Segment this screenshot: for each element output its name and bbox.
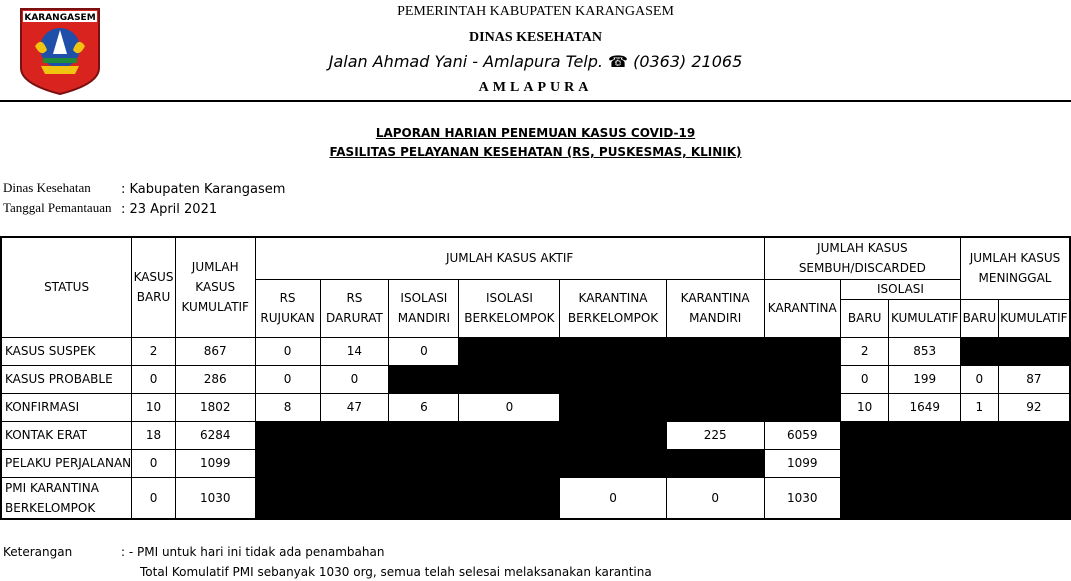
cell-karantina: 1099 (764, 449, 840, 477)
cell-karantina-mandiri: 225 (666, 421, 764, 449)
table-row (1, 449, 1070, 477)
cell-kumulatif: 867 (175, 337, 255, 365)
city-header: AMLAPURA (478, 80, 593, 95)
header-karantina: KARANTINA (764, 279, 840, 337)
cell-blank (764, 337, 840, 365)
cell-blank (666, 449, 764, 477)
cell-kumulatif: 1099 (175, 449, 255, 477)
cell-kumulatif: 1802 (175, 393, 255, 421)
dinas-value: : Kabupaten Karangasem (121, 182, 286, 197)
cell-meninggal-kumulatif: 92 (998, 393, 1070, 421)
cell-baru: 0 (132, 365, 176, 393)
header-sembuh: JUMLAH KASUS SEMBUH/DISCARDED (764, 237, 960, 279)
cell-blank (998, 477, 1070, 519)
header-status: STATUS (1, 237, 132, 337)
cell-rs-rujukan: 0 (255, 337, 320, 365)
table-row (1, 337, 1070, 365)
cell-blank (320, 449, 389, 477)
cell-baru: 2 (132, 337, 176, 365)
cell-blank (389, 421, 459, 449)
cell-blank (961, 449, 999, 477)
row-status: KONFIRMASI (1, 393, 132, 421)
cell-karantina: 6059 (764, 421, 840, 449)
header-kasus-baru: KASUS BARU (132, 237, 176, 337)
cell-blank (764, 365, 840, 393)
header-meninggal-kumulatif: KUMULATIF (998, 299, 1070, 337)
cell-blank (255, 421, 320, 449)
gov-header: PEMERINTAH KABUPATEN KARANGASEM (397, 4, 674, 19)
cell-blank (998, 449, 1070, 477)
cell-rs-darurat: 14 (320, 337, 389, 365)
cell-baru: 0 (132, 449, 176, 477)
cell-blank (889, 421, 961, 449)
cell-blank (998, 337, 1070, 365)
cell-kumulatif: 286 (175, 365, 255, 393)
address-line: Jalan Ahmad Yani - Amlapura Telp. ☎ (0363) 21065 (328, 52, 743, 71)
cell-blank (560, 393, 666, 421)
cell-isolasi-berkelompok: 0 (459, 393, 560, 421)
cell-meninggal-baru: 0 (961, 365, 999, 393)
cell-blank (961, 477, 999, 519)
cell-blank (666, 365, 764, 393)
cell-blank (389, 365, 459, 393)
cell-sembuh-kumulatif: 1649 (889, 393, 961, 421)
report-subtitle: FASILITAS PELAYANAN KESEHATAN (RS, PUSKESMAS, KLINIK) (329, 145, 742, 159)
header-karantina-berkelompok: KARANTINA BERKELOMPOK (560, 279, 666, 337)
cell-isolasi-mandiri: 0 (389, 337, 459, 365)
cell-blank (961, 421, 999, 449)
header-isolasi-mandiri: ISOLASI MANDIRI (389, 279, 459, 337)
cell-blank (764, 393, 840, 421)
cell-karantina-berkelompok: 0 (560, 477, 666, 519)
header-jumlah-kumulatif: JUMLAH KASUS KUMULATIF (175, 237, 255, 337)
table-row (1, 393, 1070, 421)
cell-blank (560, 449, 666, 477)
header-sembuh-baru: BARU (840, 299, 888, 337)
row-status: KASUS PROBABLE (1, 365, 132, 393)
table-row (1, 365, 1070, 393)
cell-sembuh-kumulatif: 199 (889, 365, 961, 393)
notes-line-1: : - PMI untuk hari ini tidak ada penambahan (121, 545, 385, 559)
cell-blank (389, 477, 459, 519)
cell-blank (560, 337, 666, 365)
cell-blank (459, 477, 560, 519)
table-row (1, 477, 1070, 519)
cell-sembuh-baru: 10 (840, 393, 888, 421)
cell-rs-rujukan: 8 (255, 393, 320, 421)
cell-meninggal-kumulatif: 87 (998, 365, 1070, 393)
header-meninggal-baru: BARU (961, 299, 999, 337)
cell-blank (459, 365, 560, 393)
cell-blank (840, 477, 888, 519)
cell-blank (666, 337, 764, 365)
cell-rs-darurat: 0 (320, 365, 389, 393)
tanggal-value: : 23 April 2021 (121, 202, 218, 217)
header-sembuh-kumulatif: KUMULATIF (889, 299, 961, 337)
header-kasus-aktif: JUMLAH KASUS AKTIF (255, 237, 764, 279)
cell-blank (459, 449, 560, 477)
header-karantina-mandiri: KARANTINA MANDIRI (666, 279, 764, 337)
header-rs-darurat: RS DARURAT (320, 279, 389, 337)
cell-blank (320, 421, 389, 449)
header-rs-rujukan: RS RUJUKAN (255, 279, 320, 337)
header-divider (0, 100, 1071, 102)
cell-karantina: 1030 (764, 477, 840, 519)
cell-blank (459, 337, 560, 365)
cell-blank (889, 477, 961, 519)
cell-rs-rujukan: 0 (255, 365, 320, 393)
cell-blank (459, 421, 560, 449)
notes-label: Keterangan (3, 545, 73, 559)
cell-sembuh-baru: 2 (840, 337, 888, 365)
dinas-label: Dinas Kesehatan (3, 180, 91, 195)
cell-sembuh-baru: 0 (840, 365, 888, 393)
row-status: KASUS SUSPEK (1, 337, 132, 365)
cell-karantina-mandiri: 0 (666, 477, 764, 519)
cell-isolasi-mandiri: 6 (389, 393, 459, 421)
notes-line-2: Total Komulatif PMI sebanyak 1030 org, semua telah selesai melaksanakan karantina (140, 565, 652, 579)
header-isolasi-berkelompok: ISOLASI BERKELOMPOK (459, 279, 560, 337)
cell-blank (560, 365, 666, 393)
cell-blank (961, 337, 999, 365)
header-meninggal: JUMLAH KASUS MENINGGAL (961, 237, 1070, 299)
cell-rs-darurat: 47 (320, 393, 389, 421)
row-status: PMI KARANTINA BERKELOMPOK (1, 477, 132, 519)
cell-baru: 18 (132, 421, 176, 449)
cell-baru: 10 (132, 393, 176, 421)
cell-blank (840, 449, 888, 477)
row-status: PELAKU PERJALANAN (1, 449, 132, 477)
cell-blank (666, 393, 764, 421)
tanggal-label: Tanggal Pemantauan (3, 200, 112, 215)
cell-blank (389, 449, 459, 477)
cell-blank (998, 421, 1070, 449)
cell-blank (560, 421, 666, 449)
header-isolasi: ISOLASI (840, 279, 960, 299)
dept-header: DINAS KESEHATAN (469, 30, 602, 45)
cell-blank (840, 421, 888, 449)
cell-kumulatif: 6284 (175, 421, 255, 449)
cell-kumulatif: 1030 (175, 477, 255, 519)
cell-sembuh-kumulatif: 853 (889, 337, 961, 365)
table-row (1, 421, 1070, 449)
cell-blank (255, 449, 320, 477)
row-status: KONTAK ERAT (1, 421, 132, 449)
cell-blank (320, 477, 389, 519)
covid-report-table (0, 236, 1071, 520)
cell-baru: 0 (132, 477, 176, 519)
report-title: LAPORAN HARIAN PENEMUAN KASUS COVID-19 (375, 126, 696, 140)
logo-text: KARANGASEM (24, 13, 96, 23)
cell-blank (889, 449, 961, 477)
cell-meninggal-baru: 1 (961, 393, 999, 421)
cell-blank (255, 477, 320, 519)
